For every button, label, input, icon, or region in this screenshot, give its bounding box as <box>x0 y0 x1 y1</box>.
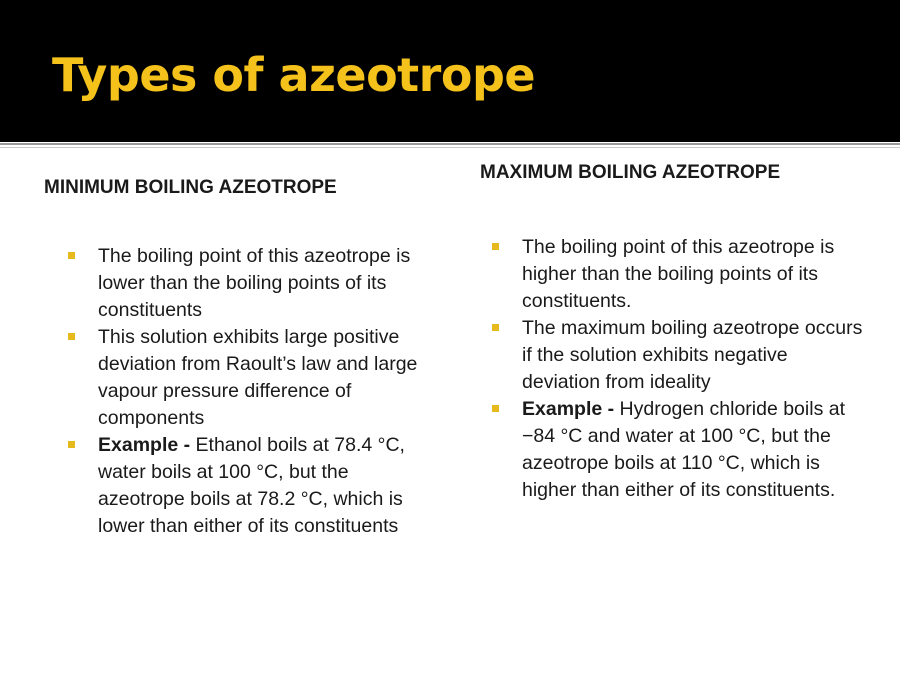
right-bullet-list <box>488 234 868 504</box>
left-column-heading: MINIMUM BOILING AZEOTROPE <box>44 177 337 198</box>
bullet-text: Hydrogen chloride boils at −84 °C and water at 100 °C, but the azeotrope boils at 110 °C, which is higher than either of its constituents. <box>522 398 846 501</box>
right-column-heading: MAXIMUM BOILING AZEOTROPE <box>480 162 781 183</box>
bullet-text: Ethanol boils at 78.4 °C, water boils at 100 °C, but the azeotrope boils at 78.2 °C, which is lower than either of its constituents <box>98 434 405 537</box>
square-bullet-icon <box>492 405 499 412</box>
square-bullet-icon <box>492 324 499 331</box>
bullet-item <box>64 243 434 324</box>
bullet-item <box>64 324 434 432</box>
square-bullet-icon <box>68 333 75 340</box>
slide-title: Types of azeotrope <box>52 48 536 102</box>
bullet-text: The boiling point of this azeotrope is higher than the boiling points of its constituents. <box>522 236 835 312</box>
square-bullet-icon <box>68 252 75 259</box>
title-bar <box>0 0 900 142</box>
bullet-item <box>488 315 868 396</box>
bullet-text: This solution exhibits large positive deviation from Raoult’s law and large vapour pressure difference of components <box>98 326 418 429</box>
bullet-item <box>488 234 868 315</box>
example-label: Example - <box>522 398 615 420</box>
example-label: Example - <box>98 434 191 456</box>
bullet-item <box>64 432 434 540</box>
divider-line-secondary <box>0 147 900 148</box>
square-bullet-icon <box>492 243 499 250</box>
left-bullet-list <box>64 243 434 540</box>
bullet-text: The maximum boiling azeotrope occurs if the solution exhibits negative deviation from ideality <box>522 317 863 393</box>
divider-line <box>0 143 900 145</box>
square-bullet-icon <box>68 441 75 448</box>
bullet-text: The boiling point of this azeotrope is lower than the boiling points of its constituents <box>98 245 411 321</box>
bullet-item <box>488 396 868 504</box>
